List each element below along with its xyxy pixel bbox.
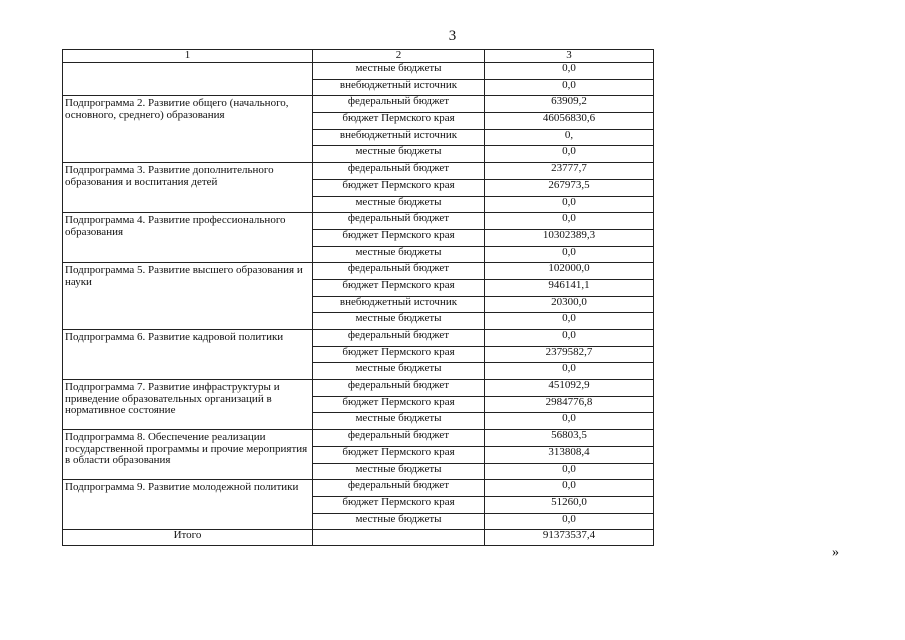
amount-cell: 313808,4 [485,446,654,463]
amount-cell: 0,0 [485,213,654,230]
funding-source-cell: бюджет Пермского края [313,179,485,196]
amount-cell: 63909,2 [485,96,654,113]
amount-cell: 0,0 [485,363,654,380]
amount-cell: 0,0 [485,313,654,330]
funding-source-cell: бюджет Пермского края [313,396,485,413]
program-name-cell: Подпрограмма 8. Обеспечение реализации государственной программы и прочие мероприятия в области образования [63,430,313,480]
table-row [63,213,654,230]
table-row [63,263,654,280]
amount-cell: 0,0 [485,480,654,497]
funding-source-cell: местные бюджеты [313,363,485,380]
funding-source-cell: федеральный бюджет [313,430,485,447]
table-row [63,63,654,80]
header-col-1: 1 [63,50,313,63]
program-name-cell: Подпрограмма 3. Развитие дополнительного образования и воспитания детей [63,163,313,213]
funding-source-cell: бюджет Пермского края [313,346,485,363]
funding-source-cell: внебюджетный источник [313,79,485,96]
funding-source-cell: федеральный бюджет [313,96,485,113]
amount-cell: 46056830,6 [485,113,654,130]
budget-table [62,49,654,546]
table-header-row [63,50,654,63]
funding-source-cell: бюджет Пермского края [313,496,485,513]
amount-cell: 0,0 [485,330,654,347]
program-name-cell: Подпрограмма 5. Развитие высшего образования и науки [63,263,313,330]
total-row [63,530,654,546]
amount-cell: 10302389,3 [485,229,654,246]
total-source-cell [313,530,485,546]
amount-cell: 0,0 [485,246,654,263]
program-name-cell [63,63,313,96]
funding-source-cell: федеральный бюджет [313,380,485,397]
amount-cell: 2984776,8 [485,396,654,413]
funding-source-cell: федеральный бюджет [313,263,485,280]
table-row [63,430,654,447]
funding-source-cell: федеральный бюджет [313,163,485,180]
funding-source-cell: бюджет Пермского края [313,446,485,463]
funding-source-cell: федеральный бюджет [313,480,485,497]
amount-cell: 0, [485,129,654,146]
funding-source-cell: местные бюджеты [313,246,485,263]
table-row [63,330,654,347]
amount-cell: 20300,0 [485,296,654,313]
funding-source-cell: внебюджетный источник [313,296,485,313]
amount-cell: 56803,5 [485,430,654,447]
funding-source-cell: местные бюджеты [313,413,485,430]
table-row [63,96,654,113]
funding-source-cell: местные бюджеты [313,513,485,530]
header-col-3: 3 [485,50,654,63]
funding-source-cell: местные бюджеты [313,196,485,213]
header-col-2: 2 [313,50,485,63]
funding-source-cell: местные бюджеты [313,63,485,80]
table-row [63,480,654,497]
amount-cell: 0,0 [485,63,654,80]
table-row [63,380,654,397]
amount-cell: 23777,7 [485,163,654,180]
closing-quote: » [832,545,839,560]
total-amount-cell: 91373537,4 [485,530,654,546]
page-number: 3 [448,28,457,44]
funding-source-cell: федеральный бюджет [313,330,485,347]
amount-cell: 267973,5 [485,179,654,196]
program-name-cell: Подпрограмма 7. Развитие инфраструктуры и приведение образовательных организаций в нормативное состояние [63,380,313,430]
funding-source-cell: внебюджетный источник [313,129,485,146]
amount-cell: 946141,1 [485,279,654,296]
funding-source-cell: местные бюджеты [313,146,485,163]
amount-cell: 51260,0 [485,496,654,513]
total-label: Итого [63,530,313,546]
funding-source-cell: местные бюджеты [313,463,485,480]
amount-cell: 0,0 [485,146,654,163]
program-name-cell: Подпрограмма 2. Развитие общего (начального, основного, среднего) образования [63,96,313,163]
funding-source-cell: федеральный бюджет [313,213,485,230]
amount-cell: 0,0 [485,196,654,213]
program-name-cell: Подпрограмма 6. Развитие кадровой политики [63,330,313,380]
program-name-cell: Подпрограмма 9. Развитие молодежной политики [63,480,313,530]
funding-source-cell: бюджет Пермского края [313,229,485,246]
amount-cell: 2379582,7 [485,346,654,363]
funding-source-cell: бюджет Пермского края [313,113,485,130]
program-name-cell: Подпрограмма 4. Развитие профессионального образования [63,213,313,263]
amount-cell: 451092,9 [485,380,654,397]
amount-cell: 0,0 [485,463,654,480]
table-row [63,163,654,180]
funding-source-cell: местные бюджеты [313,313,485,330]
amount-cell: 0,0 [485,79,654,96]
amount-cell: 0,0 [485,513,654,530]
amount-cell: 0,0 [485,413,654,430]
funding-source-cell: бюджет Пермского края [313,279,485,296]
amount-cell: 102000,0 [485,263,654,280]
